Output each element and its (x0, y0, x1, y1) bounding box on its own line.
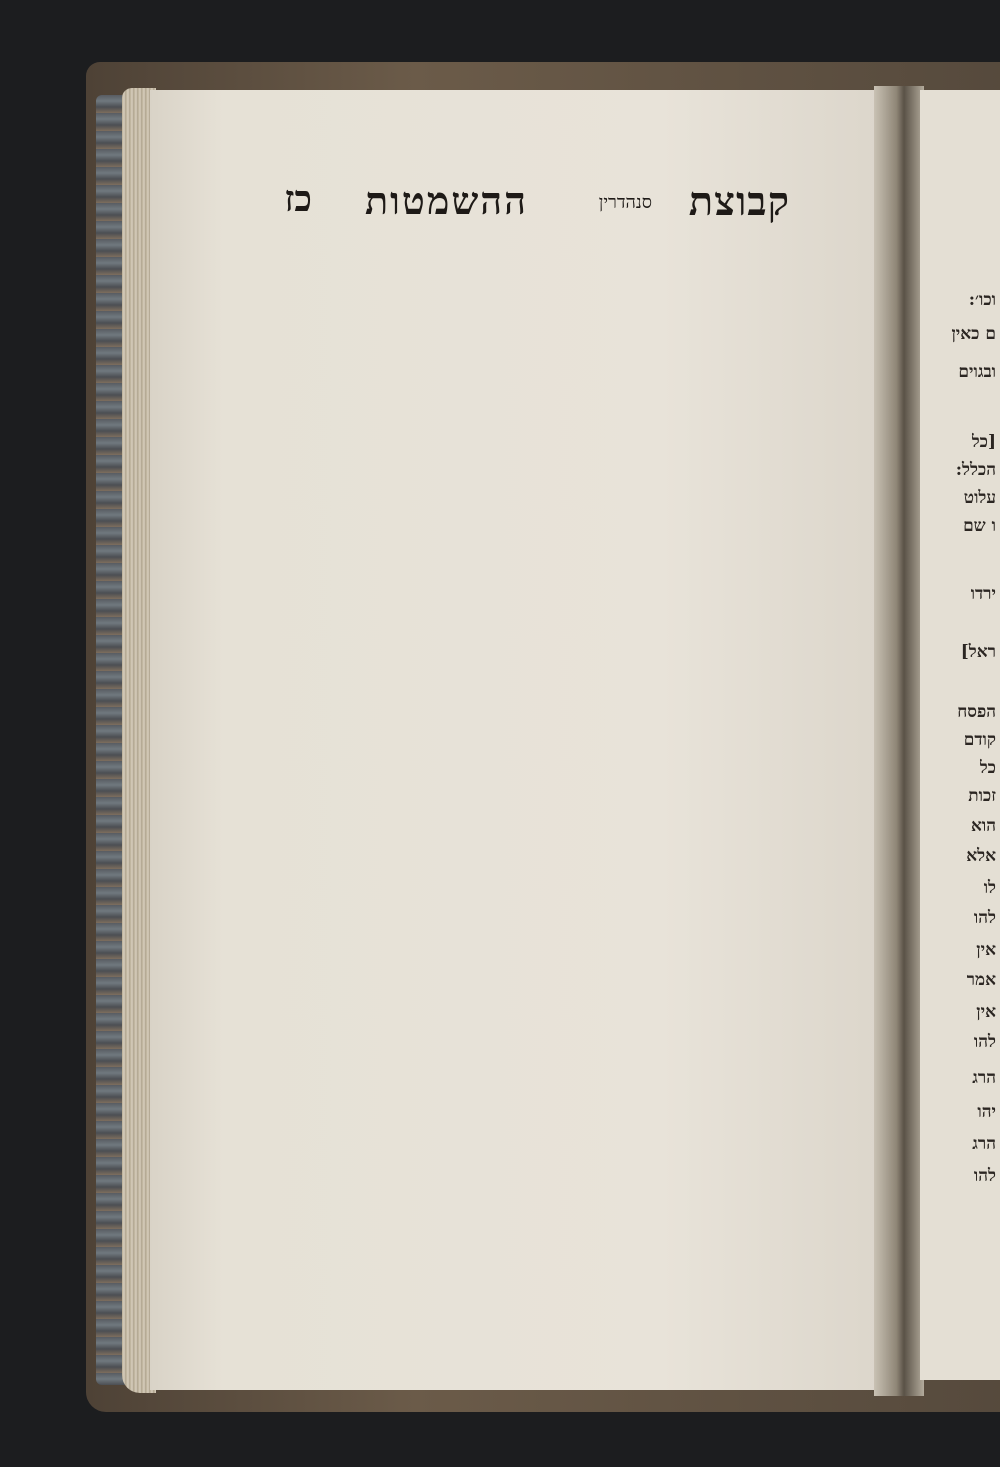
right-page-line: ו שם (963, 516, 996, 536)
right-page (920, 90, 1000, 1380)
running-subtitle: סנהדרין (598, 192, 652, 213)
left-page (150, 90, 882, 1390)
right-page-line: ובגוים (958, 362, 996, 382)
right-page-line: קודם (963, 730, 996, 750)
right-page-line: להו (973, 1032, 996, 1052)
running-title-word: קבוצת (688, 178, 790, 225)
book-gutter (874, 86, 924, 1396)
right-page-line: ירדו (970, 584, 996, 604)
right-page-line: הוא (970, 816, 996, 836)
right-page-line: זכות (968, 786, 996, 806)
right-page-line: עלוט (963, 488, 996, 508)
right-page-line: כל (979, 758, 996, 778)
running-title-main: ההשמטות (365, 178, 528, 223)
right-page-line: הרג (972, 1134, 996, 1154)
right-page-line: אין (976, 940, 996, 960)
right-page-line: אין (976, 1002, 996, 1022)
right-page-line: הכלל: (955, 460, 996, 480)
right-page-line: הרג (972, 1068, 996, 1088)
right-page-line: וכו׳: (968, 290, 996, 310)
right-page-line: להו (973, 1166, 996, 1186)
running-header (270, 178, 790, 228)
right-page-line: הפסח (957, 702, 996, 722)
right-page-line: ראל] (960, 642, 996, 662)
page-number: כז (284, 178, 312, 220)
right-page-line: לו (983, 878, 996, 898)
right-page-line: אלא (966, 846, 996, 866)
right-page-line: להו (973, 908, 996, 928)
right-page-line: יהו (977, 1102, 996, 1122)
right-page-line: אמר (966, 970, 996, 990)
right-page-line: ם כאין (951, 324, 996, 344)
right-page-line: [כל (971, 432, 996, 452)
